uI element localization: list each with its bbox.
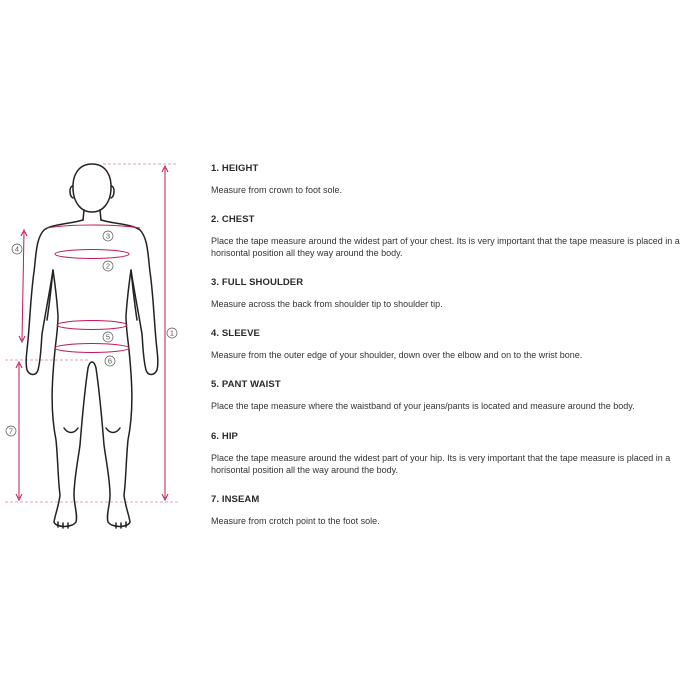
instruction-description: Measure from crotch point to the foot sole. bbox=[211, 516, 380, 526]
instruction-title: 2. CHEST bbox=[211, 214, 255, 225]
left-knee-outline bbox=[64, 428, 78, 433]
instruction-chest bbox=[211, 214, 700, 259]
instruction-title: 1. HEIGHT bbox=[211, 163, 259, 174]
guide-lines bbox=[5, 164, 178, 502]
marker-3 bbox=[103, 231, 113, 241]
svg-text:4: 4 bbox=[14, 244, 20, 254]
instruction-description: Measure from crown to foot sole. bbox=[211, 185, 343, 195]
marker-5 bbox=[103, 332, 113, 342]
instruction-title: 4. SLEEVE bbox=[211, 328, 260, 339]
instruction-title: 7. INSEAM bbox=[211, 494, 260, 505]
markers bbox=[6, 231, 177, 436]
svg-text:5: 5 bbox=[105, 332, 111, 342]
hip-measure-line bbox=[55, 344, 129, 353]
svg-text:3: 3 bbox=[105, 231, 111, 241]
instruction-hip bbox=[211, 431, 700, 476]
svg-text:6: 6 bbox=[107, 356, 113, 366]
svg-text:7: 7 bbox=[8, 426, 14, 436]
chest-measure-line bbox=[55, 250, 129, 259]
sleeve-measure-line bbox=[22, 232, 24, 340]
head-outline bbox=[73, 164, 111, 212]
instruction-description: Place the tape measure around the widest part of your hip. Its is very important that the tape measure is placed in a horisontal position all the way around the body. bbox=[211, 453, 671, 475]
instruction-pant-waist bbox=[211, 379, 700, 412]
instruction-title: 5. PANT WAIST bbox=[211, 379, 281, 390]
measurement-lines bbox=[16, 166, 168, 500]
left-inner-arm-outline bbox=[47, 270, 53, 320]
instruction-description: Measure across the back from shoulder tip to shoulder tip. bbox=[211, 299, 443, 309]
instruction-sleeve bbox=[211, 328, 700, 361]
left-body-outline bbox=[26, 220, 88, 527]
marker-6 bbox=[105, 356, 115, 366]
marker-2 bbox=[103, 261, 113, 271]
instruction-description: Place the tape measure around the widest part of your chest. Its is very important that the tape measure is placed in a horisontal position all they way around the body. bbox=[211, 236, 680, 258]
body-outline bbox=[26, 164, 158, 528]
instruction-height bbox=[211, 163, 700, 196]
svg-text:1: 1 bbox=[169, 328, 175, 338]
body-measurement-figure bbox=[0, 0, 200, 700]
instruction-title: 6. HIP bbox=[211, 431, 238, 442]
marker-1 bbox=[167, 328, 177, 338]
svg-text:2: 2 bbox=[105, 261, 111, 271]
instruction-description: Measure from the outer edge of your shoulder, down over the elbow and on to the wrist bone. bbox=[211, 350, 583, 360]
instruction-inseam bbox=[211, 494, 700, 527]
instruction-description: Place the tape measure where the waistband of your jeans/pants is located and measure around the body. bbox=[211, 401, 635, 411]
marker-4 bbox=[12, 244, 22, 254]
crotch-outline bbox=[88, 362, 96, 368]
waist-measure-line bbox=[57, 321, 127, 330]
instruction-title: 3. FULL SHOULDER bbox=[211, 277, 304, 288]
right-knee-outline bbox=[106, 428, 120, 433]
instruction-full-shoulder bbox=[211, 277, 700, 310]
marker-7 bbox=[6, 426, 16, 436]
right-inner-arm-outline bbox=[131, 270, 137, 320]
